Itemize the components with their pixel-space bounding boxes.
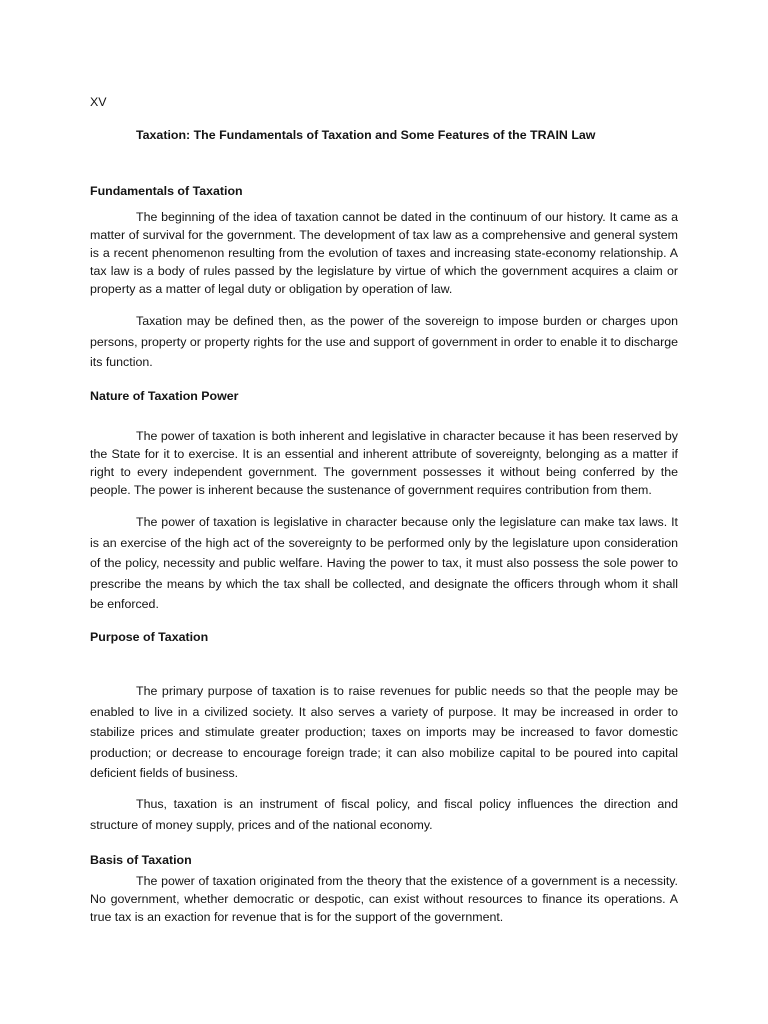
paragraph-fundamentals-2: Taxation may be defined then, as the power of the sovereign to impose burden or charges upon persons, property or property rights for the use and support of government in order to enable it to discharge its function.	[90, 314, 678, 370]
document-title: Taxation: The Fundamentals of Taxation and Some Features of the TRAIN Law	[136, 128, 596, 142]
heading-fundamentals-of-taxation: Fundamentals of Taxation	[90, 184, 243, 198]
paragraph-nature-1: The power of taxation is both inherent and legislative in character because it has been reserved by the State for it to exercise. It is an essential and inherent attribute of sovereignty, belonging as a matter if right to every independent government. The government possesses it without being conferred by the people. The power is inherent because the sustenance of government requires contribution from them.	[90, 429, 678, 497]
paragraph-nature-2: The power of taxation is legislative in character because only the legislature can make tax laws. It is an exercise of the high act of the sovereignty to be performed only by the legislature upon consideration of the policy, necessity and public welfare. Having the power to tax, it must also possess the sole power to prescribe the means by which the tax shall be collected, and designate the officers through whom it shall be enforced.	[90, 515, 678, 612]
paragraph-purpose-2: Thus, taxation is an instrument of fiscal policy, and fiscal policy influences the direction and structure of money supply, prices and of the national economy.	[90, 797, 678, 832]
heading-basis-of-taxation: Basis of Taxation	[90, 853, 192, 867]
paragraph-purpose-1: The primary purpose of taxation is to raise revenues for public needs so that the people may be enabled to live in a civilized society. It also serves a variety of purpose. It may be increased in order to stabilize prices and stimulate greater production; taxes on imports may be increased to favor domestic production; or decrease to encourage foreign trade; it can also mobilize capital to be poured into capital deficient fields of business.	[90, 684, 678, 781]
heading-nature-of-taxation-power: Nature of Taxation Power	[90, 389, 239, 403]
roman-numeral: XV	[90, 95, 107, 109]
paragraph-fundamentals-1: The beginning of the idea of taxation cannot be dated in the continuum of our history. It came as a matter of survival for the government. The development of tax law as a comprehensive and general system is a recent phenomenon resulting from the evolution of taxes and increasing state-economy relationship. A tax law is a body of rules passed by the legislature by virtue of which the government acquires a claim or property as a matter of legal duty or obligation by operation of law.	[90, 210, 678, 296]
paragraph-basis-1: The power of taxation originated from the theory that the existence of a government is a necessity. No government, whether democratic or despotic, can exist without resources to finance its operations. A true tax is an exaction for revenue that is for the support of the government.	[90, 874, 678, 924]
heading-purpose-of-taxation: Purpose of Taxation	[90, 630, 209, 644]
